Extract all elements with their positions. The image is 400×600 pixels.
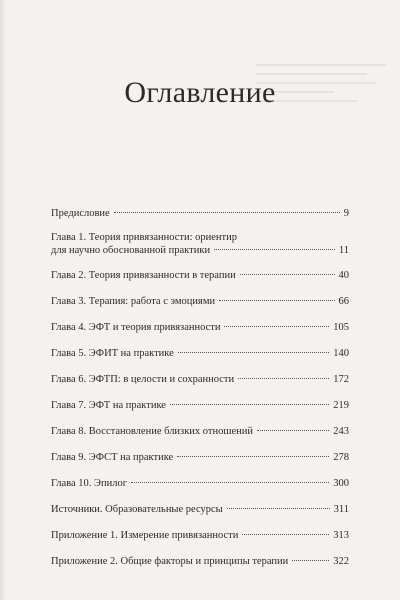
table-of-contents: [51, 207, 349, 568]
toc-entry-chapter-7[interactable]: [51, 399, 349, 412]
toc-entry-title: Глава 4. ЭФТ и теория привязанности: [51, 322, 221, 333]
toc-entry-chapter-10[interactable]: [51, 477, 349, 490]
toc-entry-appendix-1[interactable]: [51, 529, 349, 542]
leader-dots: [257, 430, 329, 431]
leader-dots: [177, 456, 329, 457]
toc-entry-title: Глава 3. Терапия: работа с эмоциями: [51, 296, 216, 307]
toc-page-number: 9: [343, 208, 349, 219]
toc-page-number: 313: [333, 530, 349, 541]
toc-page-number: 243: [333, 426, 349, 437]
toc-entry-chapter-9[interactable]: [51, 451, 349, 464]
toc-page-number: 219: [333, 400, 349, 411]
toc-page-number: 11: [338, 245, 349, 256]
leader-dots: [178, 352, 329, 353]
leader-dots: [242, 534, 329, 535]
leader-dots: [214, 249, 335, 250]
toc-entry-preface[interactable]: [51, 207, 349, 220]
toc-page-number: 40: [338, 270, 349, 281]
page-title: Оглавление: [124, 76, 276, 109]
toc-page-number: 66: [338, 296, 349, 307]
toc-page-number: 300: [333, 478, 349, 489]
toc-page-number: 322: [333, 556, 349, 567]
toc-entry-title: Глава 10. Эпилог: [51, 478, 128, 489]
leader-dots: [219, 300, 334, 301]
toc-entry-title: Источники. Образовательные ресурсы: [51, 504, 223, 515]
toc-page-number: 105: [333, 322, 349, 333]
leader-dots: [227, 508, 330, 509]
toc-page-number: 140: [333, 348, 349, 359]
toc-entry-chapter-8[interactable]: [51, 425, 349, 438]
toc-page-number: 278: [333, 452, 349, 463]
toc-entry-title: Приложение 2. Общие факторы и принципы терапии: [51, 556, 289, 567]
leader-dots: [292, 560, 329, 561]
leader-dots: [238, 378, 329, 379]
toc-entry-title: Глава 2. Теория привязанности в терапии: [51, 270, 236, 281]
leader-dots: [170, 404, 329, 405]
toc-entry-chapter-5[interactable]: [51, 347, 349, 360]
toc-entry-title: Глава 7. ЭФТ на практике: [51, 400, 166, 411]
toc-entry-sources[interactable]: [51, 503, 349, 516]
toc-entry-title: Предисловие: [51, 208, 110, 219]
toc-entry-title: Приложение 1. Измерение привязанности: [51, 530, 239, 541]
toc-entry-chapter-2[interactable]: [51, 269, 349, 282]
leader-dots: [224, 326, 329, 327]
toc-entry-title: Глава 9. ЭФСТ на практике: [51, 452, 174, 463]
toc-entry-title: Глава 6. ЭФТП: в целости и сохранности: [51, 374, 235, 385]
toc-entry-title-cont: для научно обоснованной практики: [51, 245, 211, 256]
toc-entry-title: Глава 1. Теория привязанности: ориентир: [51, 232, 237, 243]
toc-entry-appendix-2[interactable]: [51, 555, 349, 568]
toc-page-number: 172: [333, 374, 349, 385]
toc-page-number: 311: [333, 504, 349, 515]
toc-entry-chapter-3[interactable]: [51, 295, 349, 308]
leader-dots: [240, 274, 335, 275]
leader-dots: [131, 482, 329, 483]
leader-dots: [114, 212, 340, 213]
toc-entry-chapter-4[interactable]: [51, 321, 349, 334]
toc-entry-title: Глава 5. ЭФИТ на практике: [51, 348, 174, 359]
toc-entry-title: Глава 8. Восстановление близких отношений: [51, 426, 253, 437]
toc-entry-chapter-6[interactable]: [51, 373, 349, 386]
toc-entry-chapter-1[interactable]: [51, 231, 349, 257]
